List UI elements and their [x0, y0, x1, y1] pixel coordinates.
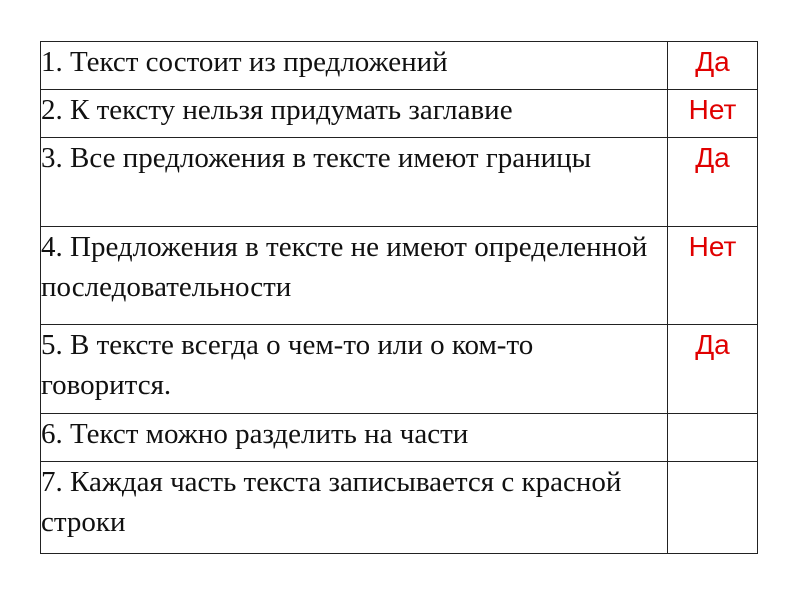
table-row	[41, 462, 758, 554]
answer-cell: Нет	[668, 90, 758, 138]
table-row	[41, 325, 758, 414]
quiz-table	[40, 41, 758, 554]
table-row	[41, 42, 758, 90]
table-row	[41, 138, 758, 227]
answer-cell: Да	[668, 42, 758, 90]
statement-cell: 7. Каждая часть текста записывается с красной строки	[41, 462, 668, 554]
table-row	[41, 227, 758, 325]
statement-cell: 5. В тексте всегда о чем-то или о ком-то говорится.	[41, 325, 668, 414]
statement-cell: 6. Текст можно разделить на части	[41, 414, 668, 462]
table-row	[41, 90, 758, 138]
answer-cell-empty	[668, 462, 758, 554]
statement-cell: 4. Предложения в тексте не имеют определенной последовательности	[41, 227, 668, 325]
table-row	[41, 414, 758, 462]
statement-cell: 2. К тексту нельзя придумать заглавие	[41, 90, 668, 138]
statement-cell: 1. Текст состоит из предложений	[41, 42, 668, 90]
answer-cell: Нет	[668, 227, 758, 325]
answer-cell: Да	[668, 138, 758, 227]
answer-cell: Да	[668, 325, 758, 414]
answer-cell-empty	[668, 414, 758, 462]
statement-cell: 3. Все предложения в тексте имеют границы	[41, 138, 668, 227]
